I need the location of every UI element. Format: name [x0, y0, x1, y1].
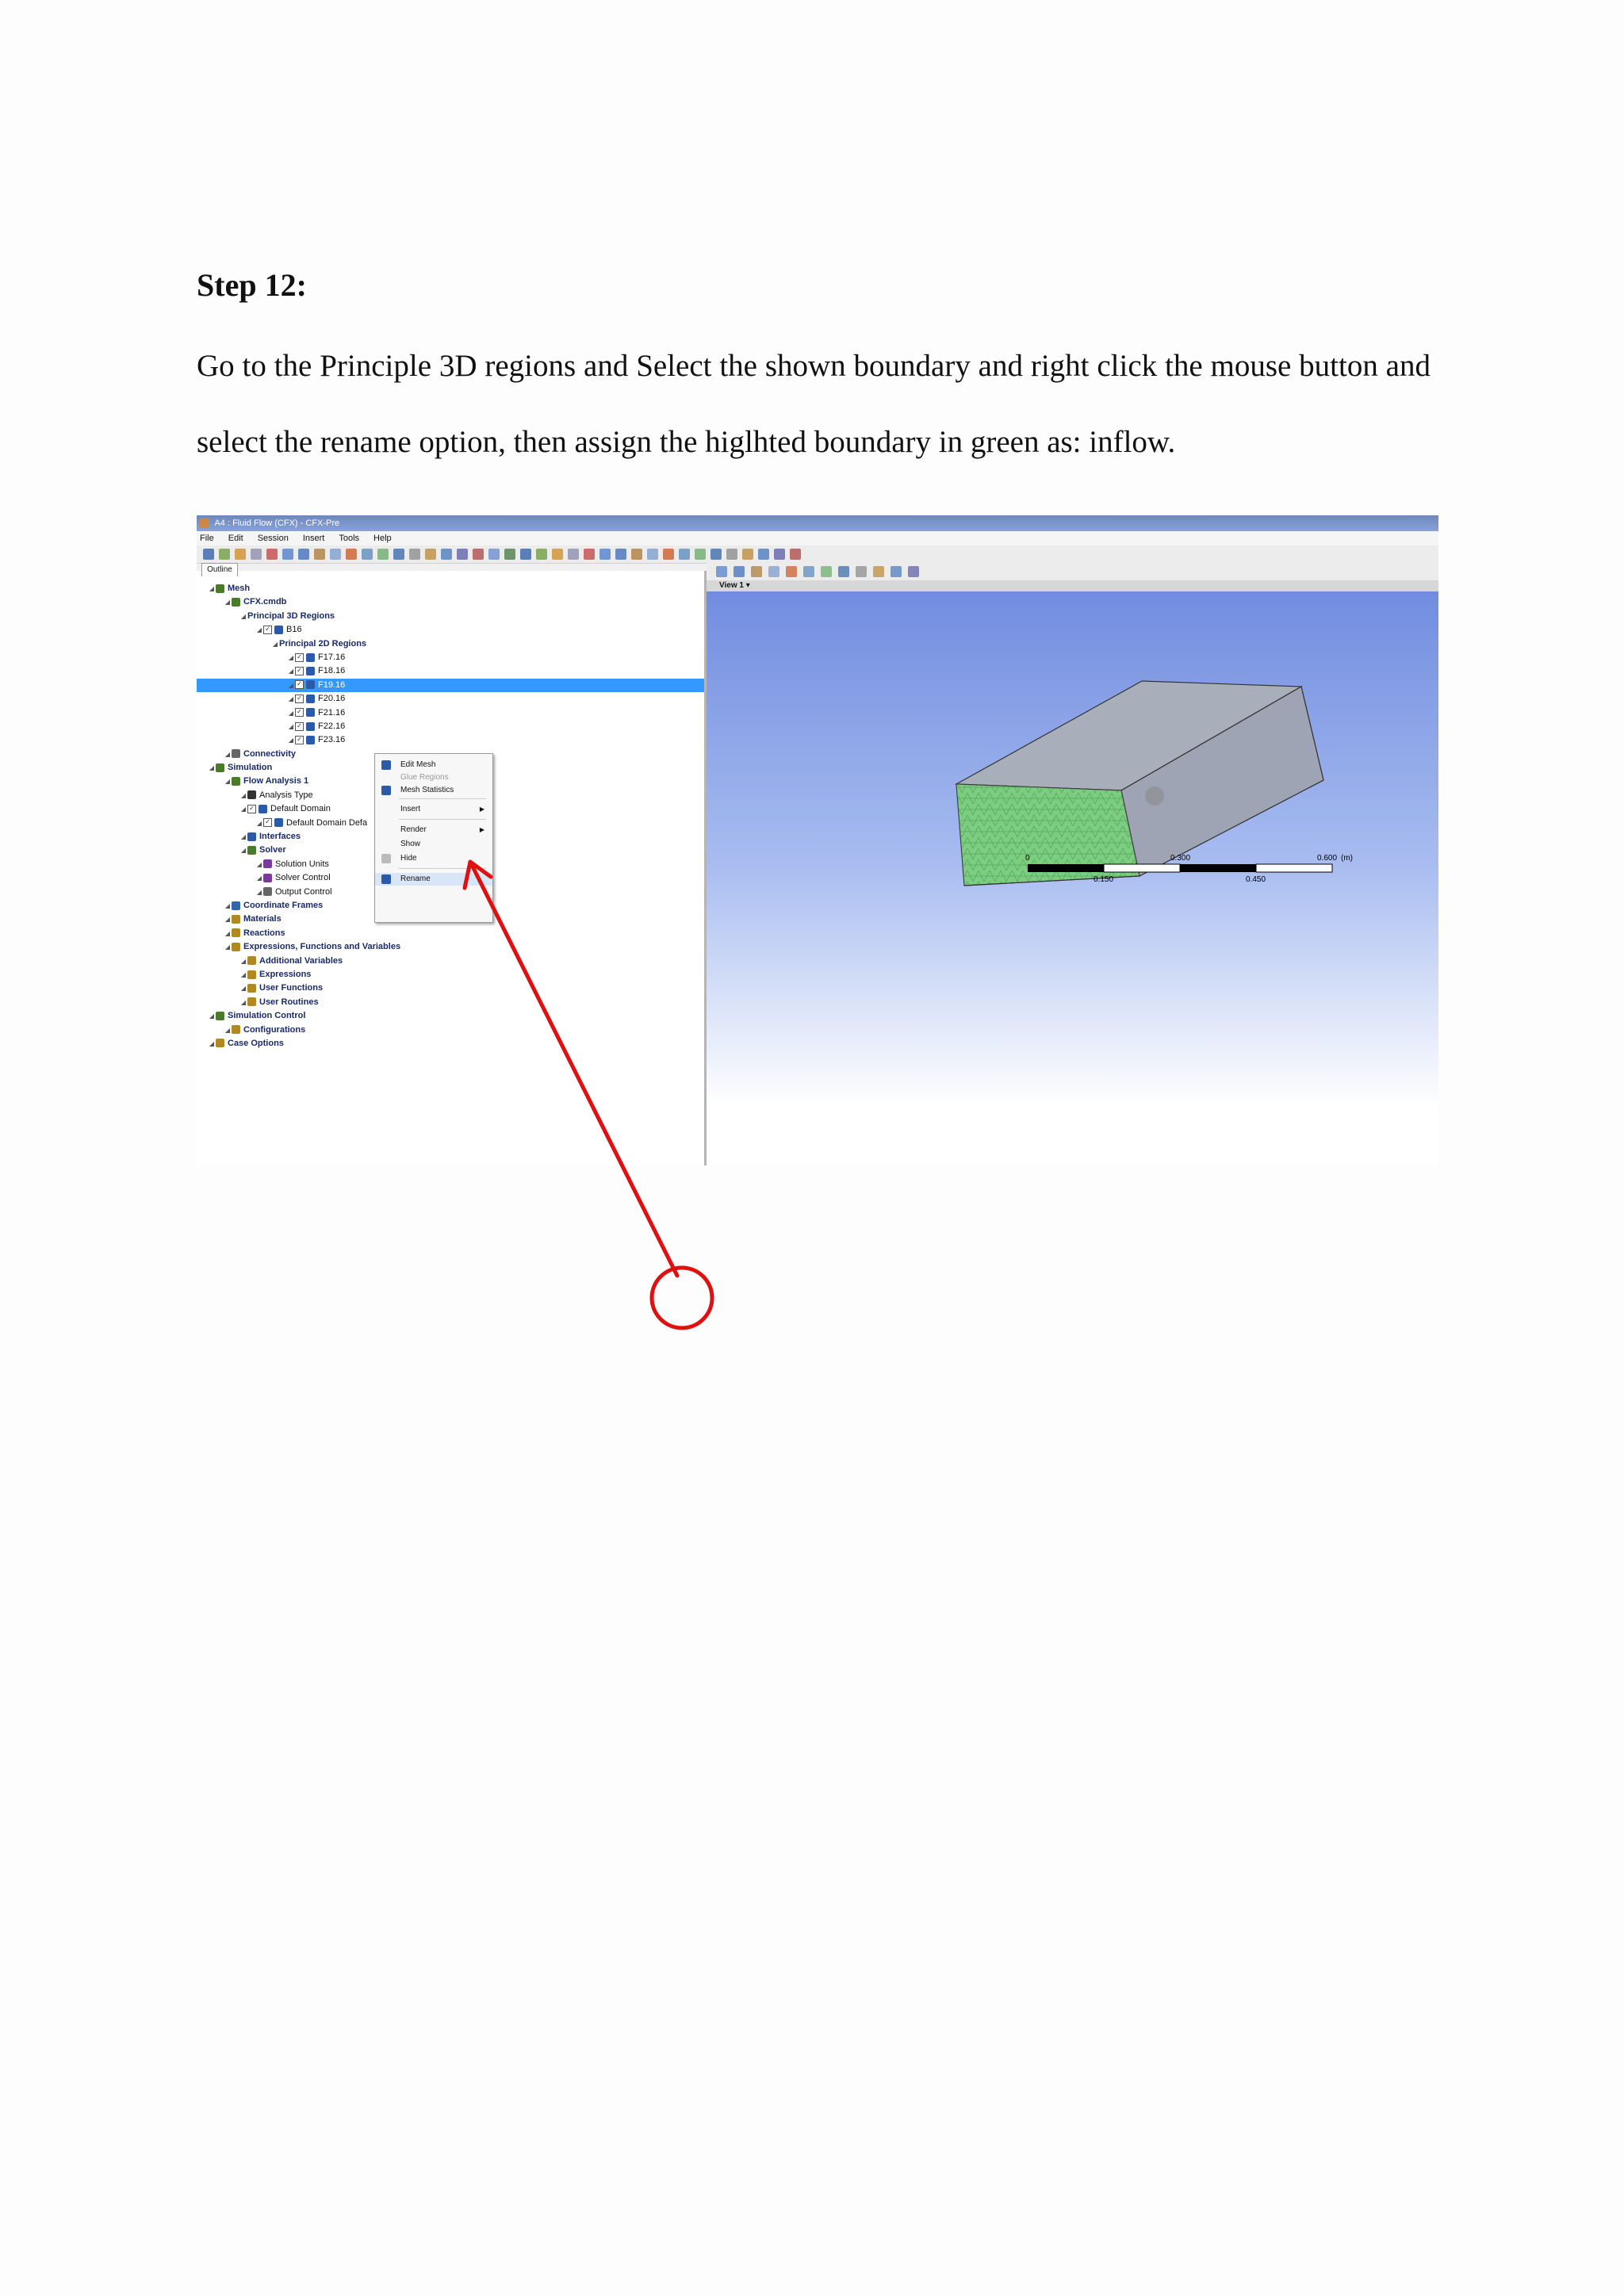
instruction-paragraph: Go to the Principle 3D regions and Select the shown boundary and right click the mouse button and select the rename option, then assign the higlhted boundary in green as: inflow. [197, 349, 1431, 459]
tree-item-label: F23.16 [318, 735, 346, 745]
view-label-text: View 1 [719, 581, 744, 590]
tree-item-label: Principal 3D Regions [247, 610, 335, 621]
step-heading: Step 12: [197, 267, 307, 303]
tree-item-label: Default Domain Defa [286, 817, 368, 828]
scale-label-450: 0.450 [1246, 875, 1266, 884]
expand-toggle-icon[interactable]: ◢ [209, 1012, 215, 1020]
expand-toggle-icon[interactable]: ◢ [272, 640, 278, 648]
tree-item-label: Simulation Control [228, 1011, 306, 1021]
visibility-checkbox[interactable]: ✓ [295, 708, 304, 717]
context-menu-label: Rename [400, 874, 431, 883]
expand-toggle-icon[interactable]: ◢ [288, 681, 294, 689]
context-menu-label: Insert [400, 805, 421, 813]
expand-toggle-icon[interactable]: ◢ [240, 957, 247, 965]
expand-toggle-icon[interactable]: ◢ [288, 737, 294, 744]
expand-toggle-icon[interactable]: ◢ [288, 695, 294, 703]
expand-toggle-icon[interactable]: ◢ [224, 929, 231, 937]
tree-item-label: Solution Units [275, 859, 329, 869]
tree-item-label: Output Control [275, 886, 332, 897]
expand-toggle-icon[interactable]: ◢ [240, 612, 247, 620]
context-menu-label: Edit Mesh [400, 760, 436, 769]
tree-item-label: User Routines [259, 997, 319, 1007]
visibility-checkbox[interactable]: ✓ [295, 736, 304, 744]
visibility-checkbox[interactable]: ✓ [295, 653, 304, 662]
expand-toggle-icon[interactable]: ◢ [224, 778, 231, 786]
visibility-checkbox[interactable]: ✓ [295, 680, 304, 689]
annotation-arrow-line [472, 865, 677, 1276]
tree-item-label: F22.16 [318, 721, 346, 731]
expand-toggle-icon[interactable]: ◢ [256, 819, 262, 827]
tab-outline[interactable]: Outline [201, 563, 238, 576]
expand-toggle-icon[interactable]: ◢ [240, 970, 247, 978]
expand-toggle-icon[interactable]: ◢ [224, 901, 231, 909]
tree-item-label: F19.16 [318, 679, 346, 690]
context-menu-label: Glue Regions [400, 773, 449, 782]
menu-file[interactable]: File [200, 534, 214, 543]
visibility-checkbox[interactable]: ✓ [263, 626, 272, 634]
menu-tools[interactable]: Tools [339, 534, 360, 543]
expand-toggle-icon[interactable]: ◢ [240, 998, 247, 1006]
expand-toggle-icon[interactable]: ◢ [224, 1026, 231, 1034]
menu-help[interactable]: Help [373, 534, 392, 543]
menu-session[interactable]: Session [257, 534, 289, 543]
submenu-arrow-icon: ▶ [479, 806, 485, 813]
context-menu-label: Show [400, 840, 421, 848]
window-title: A4 : Fluid Flow (CFX) - CFX-Pre [214, 519, 340, 528]
tree-item-label: Principal 2D Regions [279, 638, 367, 649]
context-menu-label: Hide [400, 854, 417, 863]
tree-item-label: User Functions [259, 983, 324, 993]
expand-toggle-icon[interactable]: ◢ [288, 653, 294, 661]
expand-toggle-icon[interactable]: ◢ [240, 985, 247, 993]
visibility-checkbox[interactable]: ✓ [295, 695, 304, 703]
tree-item-label: Flow Analysis 1 [243, 776, 309, 786]
tree-item-label: Additional Variables [259, 955, 343, 966]
tree-item-label: Interfaces [259, 832, 301, 842]
tree-item-label: F21.16 [318, 707, 346, 718]
visibility-checkbox[interactable]: ✓ [247, 805, 256, 813]
expand-toggle-icon[interactable]: ◢ [209, 1039, 215, 1047]
expand-toggle-icon[interactable]: ◢ [224, 750, 231, 758]
annotation-circle [652, 1268, 712, 1328]
tree-item-label: Simulation [228, 763, 273, 773]
tree-item-label: CFX.cmdb [243, 597, 287, 607]
expand-toggle-icon[interactable]: ◢ [224, 599, 231, 607]
tree-item-label: Expressions [259, 969, 312, 979]
expand-toggle-icon[interactable]: ◢ [240, 833, 247, 841]
expand-toggle-icon[interactable]: ◢ [256, 874, 262, 882]
tree-item-label: Connectivity [243, 748, 297, 759]
expand-toggle-icon[interactable]: ◢ [288, 709, 294, 717]
tree-item-label: Case Options [228, 1038, 284, 1048]
tree-item-label: Default Domain [270, 804, 331, 814]
tree-item-label: F17.16 [318, 652, 346, 662]
menu-edit[interactable]: Edit [228, 534, 243, 543]
tree-item-label: F18.16 [318, 666, 346, 676]
expand-toggle-icon[interactable]: ◢ [288, 668, 294, 675]
scale-unit: (m) [1341, 854, 1353, 863]
expand-toggle-icon[interactable]: ◢ [240, 806, 247, 813]
tree-item-label: Reactions [243, 928, 285, 938]
scale-label-300: 0.300 [1170, 854, 1191, 863]
context-menu-label: Render [400, 825, 427, 834]
tree-item-label: F20.16 [318, 694, 346, 704]
tree-item-label: Materials [243, 914, 282, 924]
context-menu-label: Mesh Statistics [400, 786, 454, 794]
expand-toggle-icon[interactable]: ◢ [288, 722, 294, 730]
tree-item-label: Mesh [228, 584, 251, 593]
visibility-checkbox[interactable]: ✓ [295, 667, 304, 675]
expand-toggle-icon[interactable]: ◢ [256, 626, 262, 634]
expand-toggle-icon[interactable]: ◢ [256, 860, 262, 868]
expand-toggle-icon[interactable]: ◢ [240, 847, 247, 855]
view-selector[interactable]: View 1 ▾ [719, 581, 750, 590]
expand-toggle-icon[interactable]: ◢ [256, 888, 262, 896]
expand-toggle-icon[interactable]: ◢ [240, 791, 247, 799]
submenu-arrow-icon: ▶ [479, 826, 485, 833]
tree-item-label: Configurations [243, 1024, 306, 1035]
menu-insert[interactable]: Insert [302, 534, 325, 543]
tree-item-label: B16 [286, 625, 302, 635]
expand-toggle-icon[interactable]: ◢ [209, 764, 215, 772]
tree-item-label: Analysis Type [259, 790, 313, 800]
scale-label-600: 0.600 [1317, 854, 1338, 863]
expand-toggle-icon[interactable]: ◢ [224, 916, 231, 924]
tree-item-label: Coordinate Frames [243, 900, 324, 910]
tree-item-label: Solver Control [275, 873, 331, 883]
scale-label-0: 0 [1025, 854, 1030, 863]
expand-toggle-icon[interactable]: ◢ [224, 943, 231, 951]
visibility-checkbox[interactable]: ✓ [295, 722, 304, 731]
expand-toggle-icon[interactable]: ◢ [209, 585, 215, 592]
scale-label-150: 0.150 [1094, 875, 1114, 884]
tree-item-label: Solver [259, 845, 286, 855]
tree-item-label: Expressions, Functions and Variables [243, 942, 401, 952]
visibility-checkbox[interactable]: ✓ [263, 818, 272, 827]
